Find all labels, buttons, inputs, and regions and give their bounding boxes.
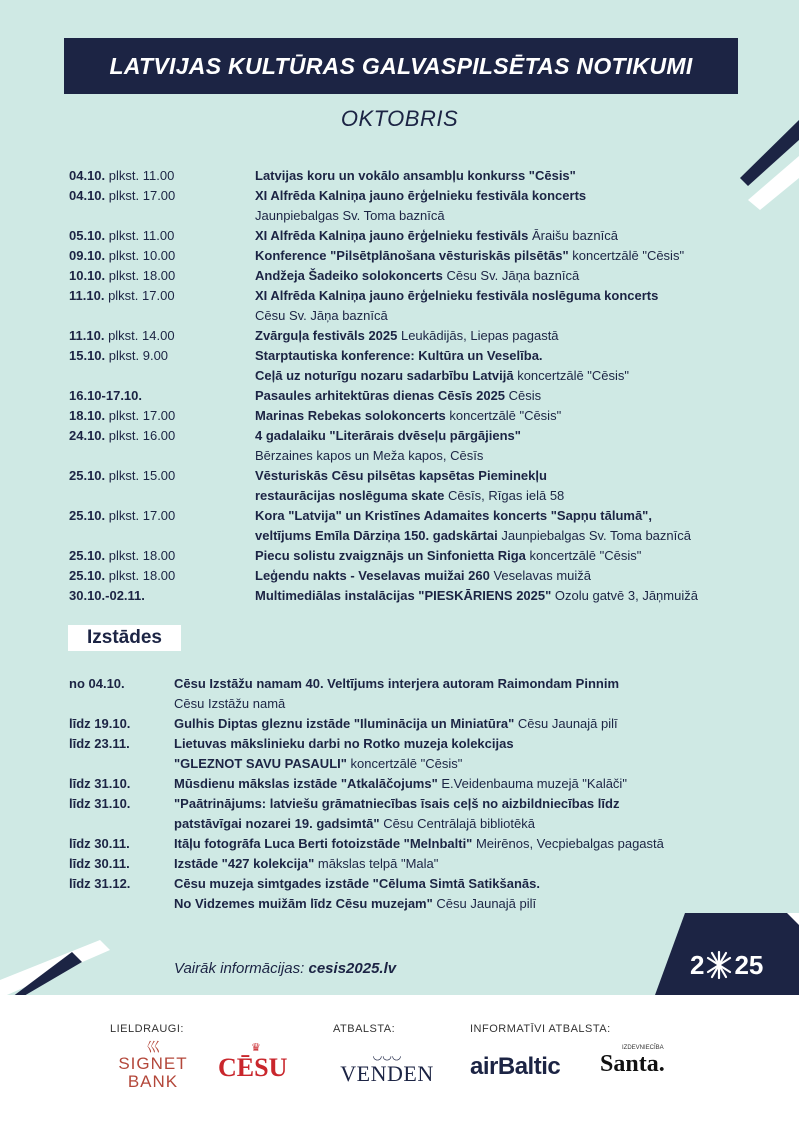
event-description (255, 426, 521, 446)
exhibition-description (174, 834, 664, 854)
title-text: Itāļu fotogrāfa Luca Berti fotoizstāde "Melnbalti" (174, 836, 473, 851)
date-value: līdz 23.11. (69, 736, 130, 751)
cesu-text: CĒSU (218, 1053, 288, 1082)
date-value: līdz 19.10. (69, 716, 131, 731)
exhibition-row (69, 874, 789, 894)
exhibitions-heading: Izstādes (68, 625, 181, 651)
event-date (69, 246, 255, 266)
santa-text: Santa. (600, 1051, 665, 1077)
event-row (69, 546, 789, 566)
title-text: Marinas Rebekas solokoncerts (255, 408, 446, 423)
exhibition-date (69, 674, 174, 694)
exhibition-date (69, 754, 174, 774)
title-text: Vēsturiskās Cēsu pilsētas kapsētas Pieminekļu (255, 468, 547, 483)
date-value: 15.10. (69, 348, 106, 363)
event-row (69, 426, 789, 446)
date-value: 24.10. (69, 428, 106, 443)
exhibition-row (69, 754, 789, 774)
exhibition-description (174, 674, 619, 694)
title-text: Leģendu nakts - Veselavas muižai 260 (255, 568, 490, 583)
date-value: 25.10. (69, 568, 106, 583)
exhibition-date (69, 894, 174, 914)
exhibition-description (174, 754, 462, 774)
exhibition-description (174, 874, 540, 894)
signet-line2: BANK (127, 1072, 179, 1091)
event-date (69, 286, 255, 306)
title-text: "Paātrinājums: latviešu grāmatniecības īsais ceļš no aizbildniecības līdz (174, 796, 620, 811)
exhibition-row (69, 894, 789, 914)
event-description (255, 566, 591, 586)
venue-text: Cēsīs, Rīgas ielā 58 (444, 488, 565, 503)
year-logo-left: 2 (690, 949, 705, 980)
event-date (69, 466, 255, 486)
venue-text: koncertzālē "Cēsis" (513, 368, 630, 383)
exhibition-row (69, 674, 789, 694)
date-value: līdz 30.11. (69, 856, 130, 871)
date-value: 04.10. (69, 168, 106, 183)
event-description (255, 266, 579, 286)
title-text: Cēsu muzeja simtgades izstāde "Cēluma Simtā Satikšanās. (174, 876, 540, 891)
exhibition-description (174, 854, 438, 874)
exhibition-row (69, 854, 789, 874)
date-value: 10.10. (69, 268, 106, 283)
venue-text: Cēsu Sv. Jāņa baznīcā (255, 308, 388, 323)
month-heading: OKTOBRIS (340, 106, 459, 131)
label-support: ATBALSTA: (333, 1023, 396, 1035)
airbaltic-logo: airBaltic (470, 1053, 561, 1080)
date-value: 30.10.-02.11. (69, 588, 145, 603)
date-value: līdz 30.11. (69, 836, 130, 851)
event-row (69, 566, 789, 586)
event-row (69, 386, 789, 406)
venden-drop-icon: ◡◡◡ (372, 1050, 402, 1062)
title-text: Mūsdienu mākslas izstāde "Atkalāčojums" (174, 776, 438, 791)
date-value: 25.10. (69, 508, 106, 523)
date-value: 05.10. (69, 228, 106, 243)
event-description (255, 546, 641, 566)
event-date (69, 506, 255, 526)
event-date (69, 326, 255, 346)
title-text: XI Alfrēda Kalniņa jauno ērģelnieku festivāla noslēguma koncerts (255, 288, 659, 303)
event-row (69, 486, 789, 506)
event-date (69, 346, 255, 366)
cesu-crown-icon: ♛ (251, 1042, 261, 1054)
venue-text: mākslas telpā "Mala" (314, 856, 439, 871)
exhibition-date (69, 874, 174, 894)
title-text: Multimediālas instalācijas "PIESKĀRIENS 2025" (255, 588, 552, 603)
date-value: līdz 31.10. (69, 776, 131, 791)
exhibition-description (174, 774, 627, 794)
venue-text: Cēsu Izstāžu namā (174, 696, 286, 711)
event-description (255, 406, 561, 426)
venue-text: Jaunpiebalgas Sv. Toma baznīcā (255, 208, 445, 223)
exhibition-date (69, 854, 174, 874)
event-date (69, 526, 255, 546)
event-description (255, 246, 684, 266)
event-description (255, 166, 576, 186)
event-time: plkst. 11.00 (108, 168, 175, 183)
year-logo-right: 25 (734, 949, 764, 980)
date-value: līdz 31.12. (69, 876, 131, 891)
title-text: Kora "Latvija" un Kristīnes Adamaites koncerts "Sapņu tālumā", (255, 508, 652, 523)
event-row (69, 266, 789, 286)
event-description (255, 286, 658, 306)
event-time: plkst. 18.00 (108, 548, 176, 563)
event-date (69, 406, 255, 426)
event-row (69, 526, 789, 546)
title-text: Konference "Pilsētplānošana vēsturiskās pilsētās" (255, 248, 569, 263)
title-text: No Vidzemes muižām līdz Cēsu muzejam" (174, 896, 433, 911)
exhibition-description (174, 734, 514, 754)
venue-text: Meirēnos, Vecpiebalgas pagastā (472, 836, 664, 851)
exhibition-date (69, 794, 174, 814)
sponsors-footer (0, 995, 799, 1132)
exhibition-row (69, 834, 789, 854)
event-description (255, 186, 586, 206)
event-time: plkst. 16.00 (108, 428, 176, 443)
event-time: plkst. 18.00 (108, 568, 176, 583)
title-text: Piecu solistu zvaigznājs un Sinfonietta Riga (255, 548, 526, 563)
event-date (69, 226, 255, 246)
venue-text: koncertzālē "Cēsis" (568, 248, 685, 263)
date-value: no 04.10. (69, 676, 125, 691)
event-date (69, 546, 255, 566)
more-info-link[interactable]: cesis2025.lv (308, 960, 397, 977)
exhibition-row (69, 734, 789, 754)
event-description (255, 306, 388, 326)
event-row (69, 226, 789, 246)
exhibitions-list (69, 674, 789, 914)
event-description (255, 446, 483, 466)
venue-text: Cēsu Jaunajā pilī (432, 896, 537, 911)
exhibition-date (69, 694, 174, 714)
event-description (255, 206, 445, 226)
date-value: 18.10. (69, 408, 106, 423)
date-value: 11.10. (69, 288, 105, 303)
title-text: Zvārguļa festivāls 2025 (255, 328, 398, 343)
event-date (69, 206, 255, 226)
title-text: Andžeja Šadeiko solokoncerts (255, 268, 443, 283)
venue-text: koncertzālē "Cēsis" (346, 756, 463, 771)
event-description (255, 506, 652, 526)
event-row (69, 466, 789, 486)
event-time: plkst. 18.00 (108, 268, 176, 283)
title-text: Lietuvas mākslinieku darbi no Rotko muzeja kolekcijas (174, 736, 514, 751)
venue-text: Veselavas muižā (489, 568, 592, 583)
title-text: patstāvīgai nozarei 19. gadsimtā" (174, 816, 380, 831)
event-row (69, 346, 789, 366)
event-time: plkst. 17.00 (108, 188, 176, 203)
event-description (255, 486, 564, 506)
exhibition-date (69, 774, 174, 794)
event-description (255, 466, 547, 486)
date-value: līdz 31.10. (69, 796, 131, 811)
event-row (69, 306, 789, 326)
event-date (69, 566, 255, 586)
year-2025-logo (690, 945, 790, 985)
event-description (255, 586, 698, 606)
venue-text: E.Veidenbauma muzejā "Kalāči" (437, 776, 627, 791)
snowflake-icon (706, 950, 732, 980)
venue-text: Cēsu Centrālajā bibliotēkā (379, 816, 535, 831)
event-date (69, 166, 255, 186)
exhibition-description (174, 894, 536, 914)
title-text: Gulhis Diptas gleznu izstāde "Iluminācija un Miniatūra" (174, 716, 515, 731)
venue-text: Bērzaines kapos un Meža kapos, Cēsīs (255, 448, 484, 463)
event-time: plkst. 17.00 (108, 408, 176, 423)
exhibition-row (69, 714, 789, 734)
event-date (69, 386, 255, 406)
title-text: "GLEZNOT SAVU PASAULI" (174, 756, 347, 771)
event-description (255, 226, 618, 246)
venue-text: Ozolu gatvē 3, Jāņmuižā (551, 588, 698, 603)
exhibition-row (69, 774, 789, 794)
date-value: 25.10. (69, 548, 106, 563)
exhibition-row (69, 794, 789, 814)
event-date (69, 446, 255, 466)
event-description (255, 386, 541, 406)
signet-bank-logo (108, 1039, 198, 1091)
event-date (69, 266, 255, 286)
event-row (69, 406, 789, 426)
event-row (69, 206, 789, 226)
more-info (174, 960, 396, 977)
venue-text: koncertzālē "Cēsis" (525, 548, 642, 563)
events-list (69, 166, 789, 606)
page-title: LATVIJAS KULTŪRAS GALVASPILSĒTAS NOTIKUMI (64, 38, 738, 94)
exhibition-row (69, 814, 789, 834)
event-row (69, 286, 789, 306)
more-info-label: Vairāk informācijas: (174, 960, 309, 977)
venden-logo (332, 1051, 442, 1087)
signet-icon: ⼮ (146, 1039, 160, 1055)
title-text: XI Alfrēda Kalniņa jauno ērģelnieku festivāls (255, 228, 529, 243)
event-time: plkst. 17.00 (108, 508, 176, 523)
exhibition-date (69, 834, 174, 854)
exhibition-date (69, 734, 174, 754)
event-row (69, 246, 789, 266)
event-date (69, 486, 255, 506)
exhibition-description (174, 814, 535, 834)
title-text: Ceļā uz noturīgu nozaru sadarbību Latvijā (255, 368, 514, 383)
title-text: Latvijas koru un vokālo ansambļu konkurss "Cēsis" (255, 168, 576, 183)
venue-text: Cēsis (505, 388, 542, 403)
cesu-logo (218, 1042, 298, 1083)
event-row (69, 366, 789, 386)
date-value: 11.10. (69, 328, 105, 343)
event-row (69, 586, 789, 606)
venue-text: koncertzālē "Cēsis" (445, 408, 562, 423)
exhibition-description (174, 794, 619, 814)
title-text: Cēsu Izstāžu namam 40. Veltījums interjera autoram Raimondam Pinnim (174, 676, 620, 691)
title-text: Pasaules arhitektūras dienas Cēsīs 2025 (255, 388, 506, 403)
event-time: plkst. 15.00 (108, 468, 176, 483)
exhibition-row (69, 694, 789, 714)
date-value: 09.10. (69, 248, 106, 263)
date-value: 04.10. (69, 188, 106, 203)
exhibition-description (174, 694, 285, 714)
event-date (69, 426, 255, 446)
event-date (69, 306, 255, 326)
santa-small-text: IZDEVNIECĪBA (622, 1045, 664, 1051)
title-text: Izstāde "427 kolekcija" (174, 856, 315, 871)
date-value: 25.10. (69, 468, 106, 483)
title-text: 4 gadalaiku "Literārais dvēseļu pārgājiens" (255, 428, 521, 443)
label-info: INFORMATĪVI ATBALSTA: (470, 1023, 611, 1035)
event-description (255, 326, 559, 346)
event-row (69, 186, 789, 206)
event-description (255, 526, 691, 546)
event-description (255, 346, 543, 366)
event-time: plkst. 10.00 (108, 248, 176, 263)
title-text: veltījums Emīla Dārziņa 150. gadskārtai (255, 528, 498, 543)
event-row (69, 446, 789, 466)
event-date (69, 586, 255, 606)
signet-line1: SIGNET (118, 1054, 188, 1073)
event-time: plkst. 14.00 (108, 328, 175, 343)
date-value: 16.10-17.10. (69, 388, 143, 403)
santa-logo (600, 1045, 665, 1078)
venue-text: Cēsu Jaunajā pilī (514, 716, 618, 731)
exhibition-description (174, 714, 618, 734)
venue-text: Āraišu baznīcā (528, 228, 618, 243)
title-text: restaurācijas noslēguma skate (255, 488, 445, 503)
label-friends: LIELDRAUGI: (110, 1023, 184, 1035)
event-time: plkst. 11.00 (108, 228, 175, 243)
event-description (255, 366, 629, 386)
event-row (69, 326, 789, 346)
event-time: plkst. 17.00 (108, 288, 175, 303)
event-row (69, 506, 789, 526)
event-time: plkst. 9.00 (108, 348, 169, 363)
event-date (69, 366, 255, 386)
title-text: Starptautiska konference: Kultūra un Veselība. (255, 348, 543, 363)
exhibition-date (69, 814, 174, 834)
venden-text: VENDEN (340, 1061, 434, 1086)
title-text: XI Alfrēda Kalniņa jauno ērģelnieku festivāla koncerts (255, 188, 587, 203)
event-row (69, 166, 789, 186)
event-date (69, 186, 255, 206)
venue-text: Leukādijās, Liepas pagastā (397, 328, 559, 343)
exhibition-date (69, 714, 174, 734)
venue-text: Cēsu Sv. Jāņa baznīcā (442, 268, 580, 283)
venue-text: Jaunpiebalgas Sv. Toma baznīcā (497, 528, 691, 543)
